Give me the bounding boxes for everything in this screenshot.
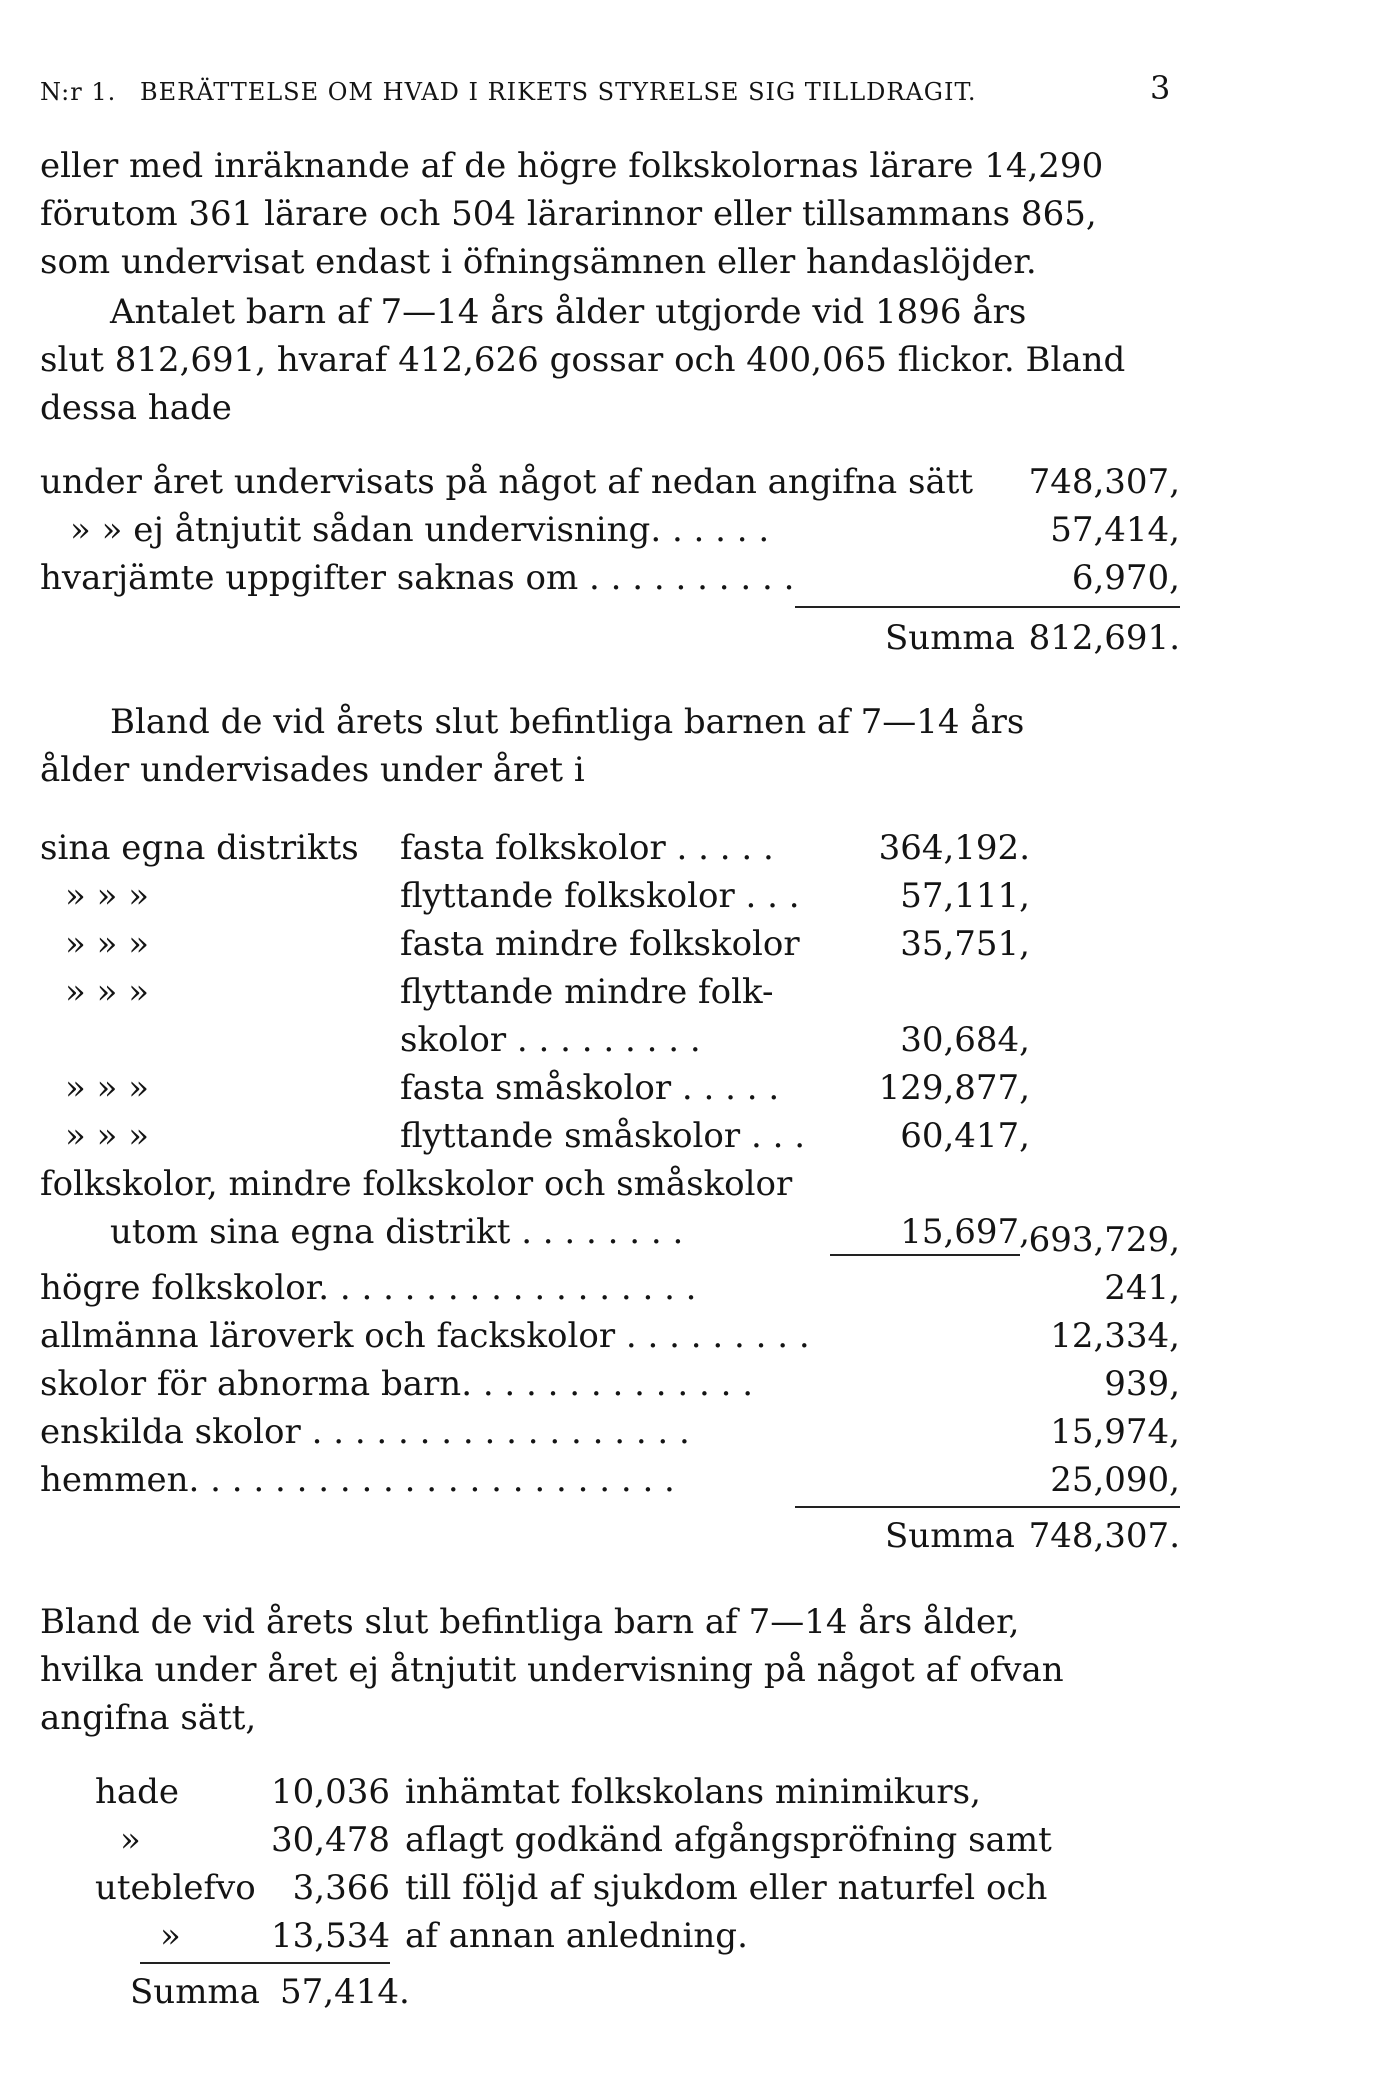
- table2-row2-2-label: allmänna läroverk och fackskolor . . . . . . . . .: [40, 1316, 810, 1356]
- table2-utom-line-2: utom sina egna distrikt . . . . . . . .: [110, 1212, 684, 1252]
- para1-line-4: Antalet barn af 7—14 års ålder utgjorde vid 1896 års: [110, 292, 1027, 332]
- table2-row-1-label: fasta folkskolor . . . . .: [400, 828, 774, 868]
- table2-row-6-label: fasta småskolor . . . . .: [400, 1068, 780, 1108]
- table2-row-3-value: 35,751,: [900, 924, 1030, 964]
- table2-row2-2-value: 12,334,: [1050, 1316, 1180, 1356]
- table2-summa-label: Summa: [885, 1516, 1015, 1556]
- table2-row2-3-label: skolor för abnorma barn. . . . . . . . . . . . . .: [40, 1364, 754, 1404]
- table1-row-2-label: » » ej åtnjutit sådan undervisning. . . . . .: [70, 510, 770, 550]
- table2-row-2-value: 57,111,: [900, 876, 1030, 916]
- table3-summa-value: 57,414.: [280, 1972, 410, 2012]
- header-title: BERÄTTELSE OM HVAD I RIKETS STYRELSE SIG TILLDRAGIT.: [140, 78, 977, 106]
- para1-line-5: slut 812,691, hvaraf 412,626 gossar och 400,065 flickor. Bland: [40, 340, 1126, 380]
- table3-row-2-pre: »: [120, 1820, 141, 1860]
- table2-row-1-qualifier: sina egna distrikts: [40, 828, 359, 868]
- header-series-number: N:r 1.: [40, 78, 117, 106]
- table2-row-5-value: 30,684,: [900, 1020, 1030, 1060]
- table2-utom-line-1: folkskolor, mindre folkskolor och småskolor: [40, 1164, 793, 1204]
- para1-line-2: förutom 361 lärare och 504 lärarinnor eller tillsammans 865,: [40, 194, 1097, 234]
- table2-utom-total: 693,729,: [1028, 1220, 1180, 1260]
- para1-line-1: eller med inräknande af de högre folkskolornas lärare 14,290: [40, 146, 1104, 186]
- table1-row-2-value: 57,414,: [1050, 510, 1180, 550]
- table2-row-4-label: flyttande mindre folk-: [400, 972, 774, 1012]
- para3-line-3: angifna sätt,: [40, 1698, 257, 1738]
- table2-row-1-value: 364,192.: [878, 828, 1030, 868]
- table2-row-7-value: 60,417,: [900, 1116, 1030, 1156]
- para3-line-1: Bland de vid årets slut befintliga barn af 7—14 års ålder,: [40, 1602, 1020, 1642]
- table2-row-5-label: skolor . . . . . . . . .: [400, 1020, 701, 1060]
- table1-row-3-value: 6,970,: [1071, 558, 1180, 598]
- table2-row-4-qualifier: » » »: [65, 972, 150, 1012]
- table1-row-3-label: hvarjämte uppgifter saknas om . . . . . . . . . .: [40, 558, 795, 598]
- table3-row-1-pre: hade: [95, 1772, 180, 1812]
- table3-row-2-text: aflagt godkänd afgångspröfning samt: [405, 1820, 1052, 1860]
- para1-line-3: som undervisat endast i öfningsämnen eller handaslöjder.: [40, 242, 1037, 282]
- table2-subtotal-rule: [830, 1254, 1020, 1256]
- table2-row2-5-label: hemmen. . . . . . . . . . . . . . . . . . . . . . .: [40, 1460, 675, 1500]
- table3-row-2-value: 30,478: [271, 1820, 390, 1860]
- table2-utom-value: 15,697,: [900, 1212, 1030, 1252]
- table2-row-2-label: flyttande folkskolor . . .: [400, 876, 800, 916]
- table2-row-6-qualifier: » » »: [65, 1068, 150, 1108]
- para1-line-6: dessa hade: [40, 388, 232, 428]
- table1-sum-rule: [795, 606, 1180, 608]
- table3-row-4-pre: »: [160, 1916, 181, 1956]
- table2-row2-4-value: 15,974,: [1050, 1412, 1180, 1452]
- table3-row-4-value: 13,534: [271, 1916, 390, 1956]
- table2-row2-4-label: enskilda skolor . . . . . . . . . . . . . . . . . .: [40, 1412, 690, 1452]
- table3-row-1-value: 10,036: [271, 1772, 390, 1812]
- table1-row-1-value: 748,307,: [1028, 462, 1180, 502]
- table2-row2-3-value: 939,: [1104, 1364, 1180, 1404]
- table2-sum-rule: [795, 1506, 1180, 1508]
- table2-row2-1-value: 241,: [1104, 1268, 1180, 1308]
- table3-row-3-value: 3,366: [292, 1868, 390, 1908]
- para2-line-1: Bland de vid årets slut befintliga barnen af 7—14 års: [110, 702, 1025, 742]
- table2-row-3-qualifier: » » »: [65, 924, 150, 964]
- table3-row-4-text: af annan anledning.: [405, 1916, 748, 1956]
- table3-row-3-text: till följd af sjukdom eller naturfel och: [405, 1868, 1048, 1908]
- page-number: 3: [1150, 69, 1171, 107]
- table1-summa-value: 812,691.: [1028, 618, 1180, 658]
- para2-line-2: ålder undervisades under året i: [40, 750, 585, 790]
- table2-row-3-label: fasta mindre folkskolor: [400, 924, 800, 964]
- table1-row-1-label: under året undervisats på något af nedan angifna sätt: [40, 462, 974, 502]
- table3-row-3-pre: uteblefvo: [95, 1868, 256, 1908]
- table2-row-6-value: 129,877,: [878, 1068, 1030, 1108]
- table3-sum-rule: [140, 1962, 390, 1964]
- table2-row-7-qualifier: » » »: [65, 1116, 150, 1156]
- table2-row-2-qualifier: » » »: [65, 876, 150, 916]
- table3-row-1-text: inhämtat folkskolans minimikurs,: [405, 1772, 981, 1812]
- table2-summa-value: 748,307.: [1028, 1516, 1180, 1556]
- para3-line-2: hvilka under året ej åtnjutit undervisning på något af ofvan: [40, 1650, 1064, 1690]
- table3-summa-label: Summa: [130, 1972, 260, 2012]
- table2-row-7-label: flyttande småskolor . . .: [400, 1116, 805, 1156]
- table2-row2-1-label: högre folkskolor. . . . . . . . . . . . . . . . . .: [40, 1268, 697, 1308]
- table2-row2-5-value: 25,090,: [1050, 1460, 1180, 1500]
- table1-summa-label: Summa: [885, 618, 1015, 658]
